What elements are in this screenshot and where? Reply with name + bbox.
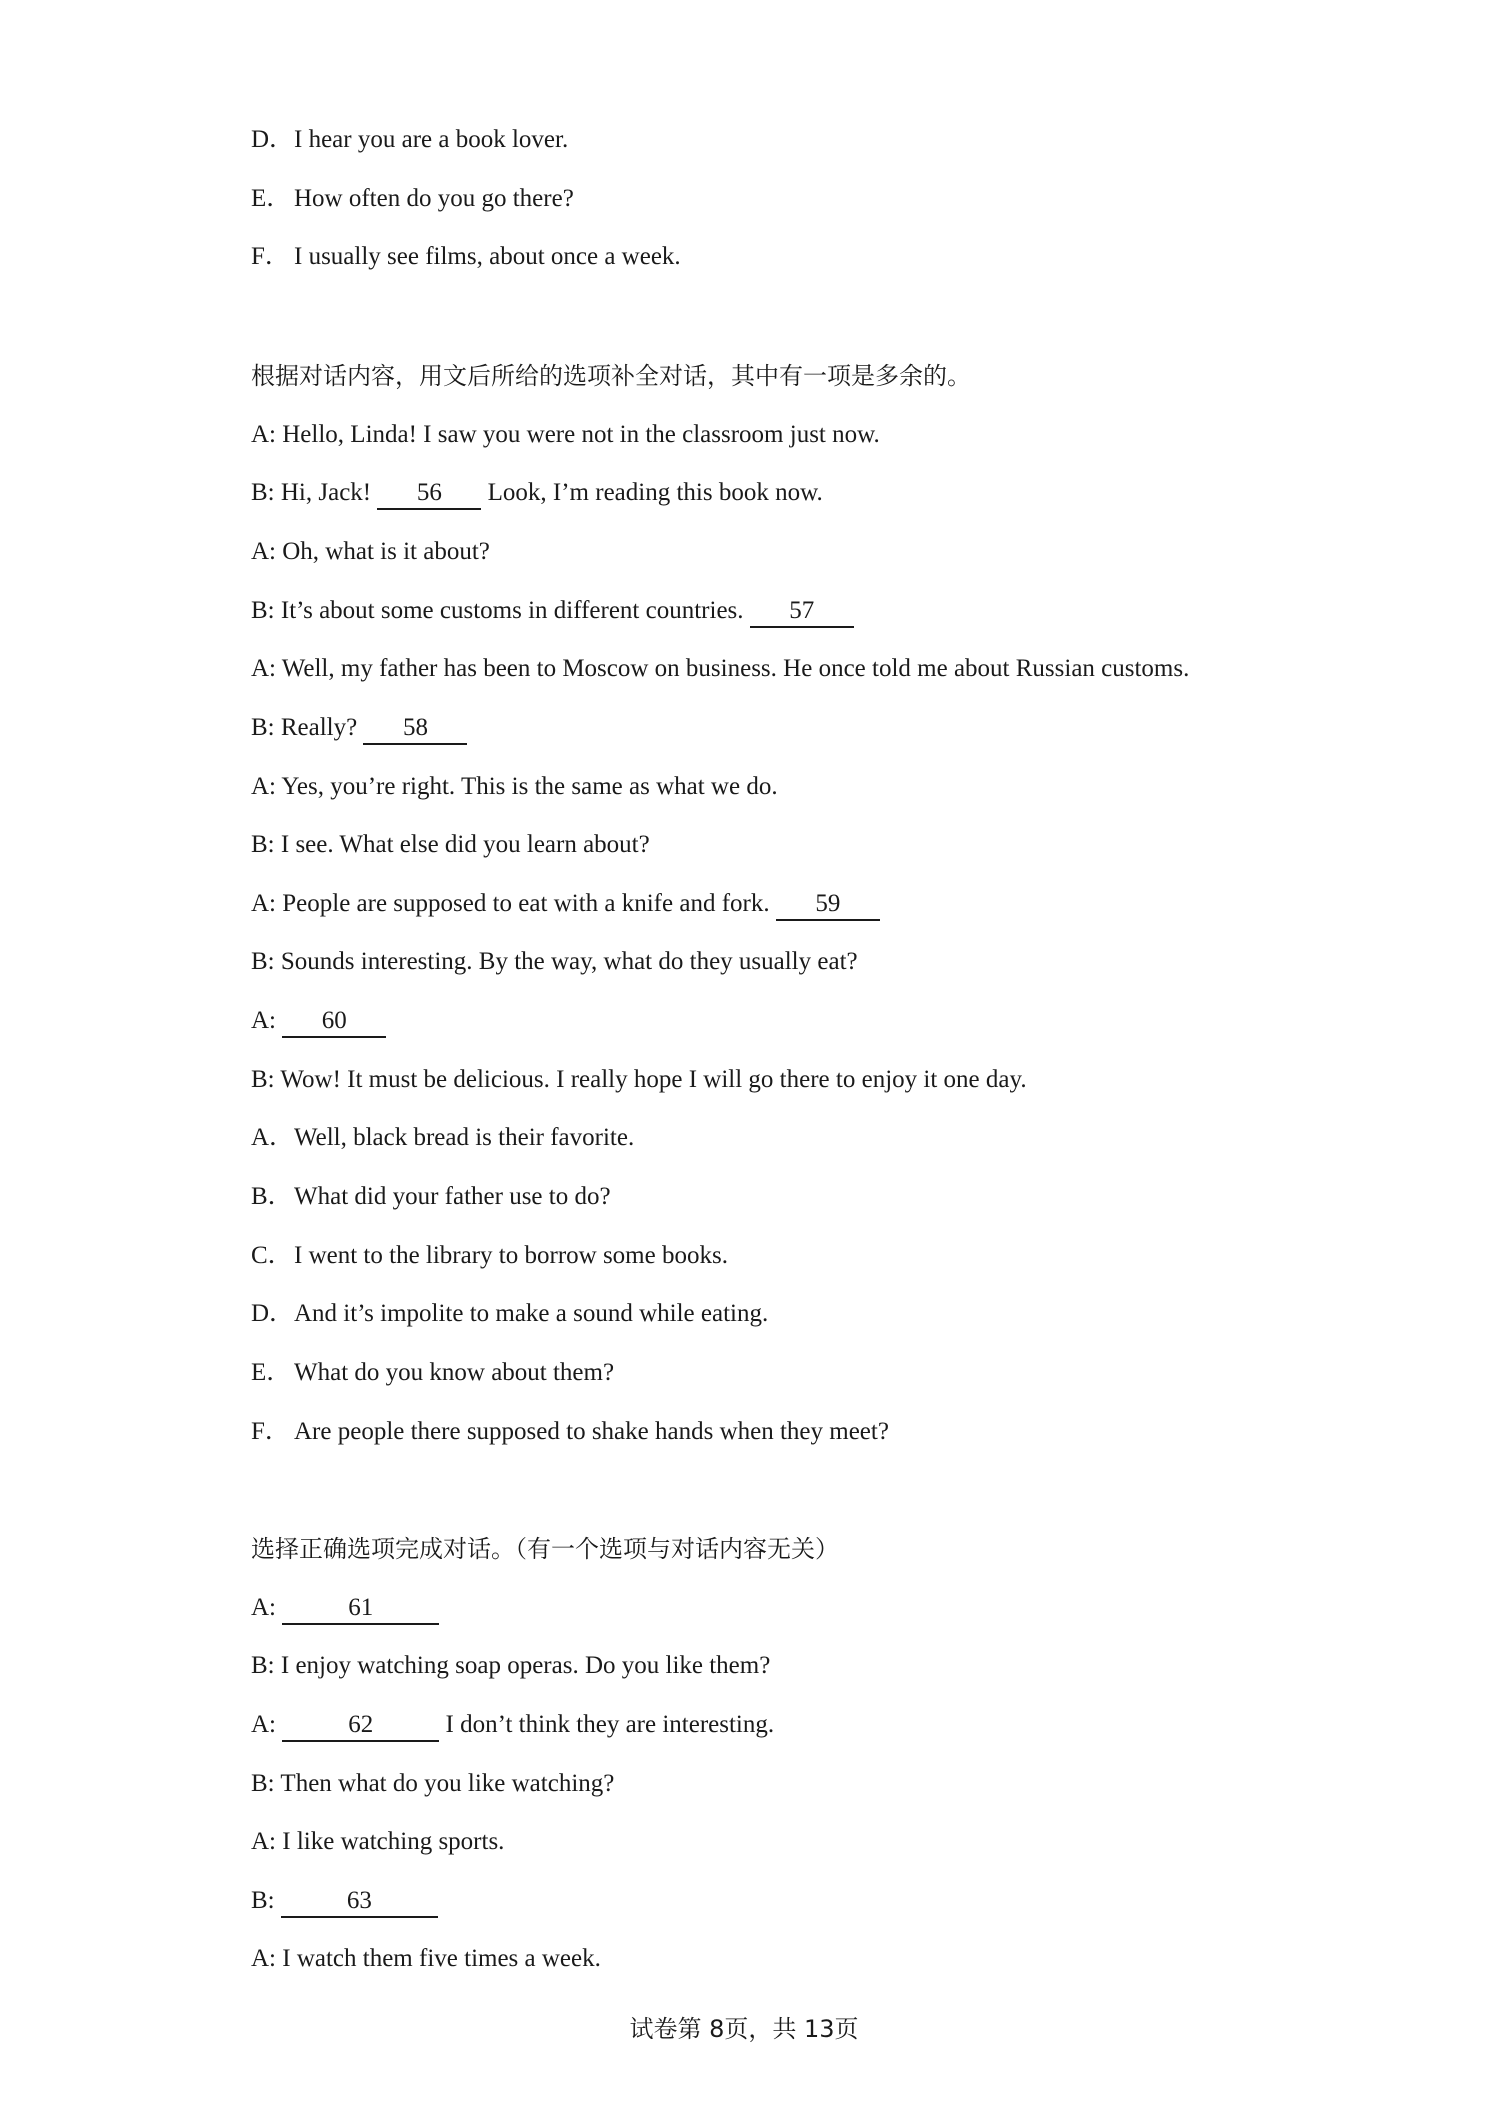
option-letter: E． [251, 1359, 292, 1386]
dialogue-line: A: I like watching sports. [251, 1828, 505, 1855]
option-text: And it’s impolite to make a sound while eating. [294, 1300, 769, 1327]
option-line [251, 1416, 889, 1448]
option-letter: E． [251, 185, 292, 212]
answer-blank[interactable]: 58 [363, 715, 467, 745]
option-line [251, 1122, 634, 1154]
answer-blank[interactable]: 62 [282, 1712, 439, 1742]
dialogue-line: B: Hi, Jack! 56 Look, I’m reading this book now. [251, 477, 823, 510]
dialogue-line: A: 60 [251, 1005, 386, 1038]
dialogue-line: B: It’s about some customs in different countries. 57 [251, 595, 854, 628]
option-line [251, 183, 574, 215]
option-line [251, 241, 681, 273]
option-text: What do you know about them? [294, 1359, 615, 1386]
option-text: I went to the library to borrow some books. [294, 1242, 728, 1269]
dialogue-line: A: I watch them five times a week. [251, 1945, 601, 1972]
option-text: Well, black bread is their favorite. [294, 1124, 635, 1151]
option-text: How often do you go there? [294, 185, 574, 212]
option-line [251, 1298, 768, 1330]
answer-blank[interactable]: 61 [282, 1595, 439, 1625]
dialogue-line: B: I enjoy watching soap operas. Do you like them? [251, 1652, 771, 1679]
option-text: I usually see films, about once a week. [294, 243, 681, 270]
dialogue-line: B: Wow! It must be delicious. I really hope I will go there to enjoy it one day. [251, 1066, 1027, 1093]
dialogue-line: A: 62 I don’t think they are interesting. [251, 1709, 774, 1742]
dialogue-line: A: People are supposed to eat with a knife and fork. 59 [251, 888, 880, 921]
option-letter: D． [251, 1300, 295, 1327]
option-text: I hear you are a book lover. [294, 126, 569, 153]
page-footer: 试卷第 8页，共 13页 [629, 2015, 859, 2043]
dialogue-line: A: Oh, what is it about? [251, 538, 490, 565]
option-line [251, 1240, 728, 1272]
answer-blank[interactable]: 60 [282, 1008, 386, 1038]
dialogue-line: A: Well, my father has been to Moscow on business. He once told me about Russian customs. [251, 655, 1190, 682]
answer-blank[interactable]: 57 [750, 598, 854, 628]
dialogue-line: A: Yes, you’re right. This is the same as what we do. [251, 773, 778, 800]
dialogue-line: A: Hello, Linda! I saw you were not in the classroom just now. [251, 421, 880, 448]
option-letter: B． [251, 1183, 293, 1210]
option-line [251, 124, 568, 156]
option-letter: A． [251, 1124, 295, 1151]
dialogue-line: B: Really? 58 [251, 712, 467, 745]
option-letter: F． [251, 243, 290, 270]
answer-blank[interactable]: 59 [776, 891, 880, 921]
dialogue-line: A: 61 [251, 1592, 439, 1625]
answer-blank[interactable]: 56 [377, 480, 481, 510]
dialogue-line: B: Then what do you like watching? [251, 1770, 615, 1797]
option-line [251, 1357, 614, 1389]
section-instruction: 选择正确选项完成对话。（有一个选项与对话内容无关） [251, 1535, 839, 1563]
option-letter: F． [251, 1418, 290, 1445]
dialogue-line: B: Sounds interesting. By the way, what do they usually eat? [251, 948, 858, 975]
dialogue-line: B: I see. What else did you learn about? [251, 831, 650, 858]
option-letter: D． [251, 126, 295, 153]
option-letter: C． [251, 1242, 293, 1269]
answer-blank[interactable]: 63 [281, 1888, 438, 1918]
option-text: Are people there supposed to shake hands when they meet? [294, 1418, 889, 1445]
dialogue-line: B: 63 [251, 1885, 438, 1918]
option-line [251, 1181, 611, 1213]
section-instruction: 根据对话内容，用文后所给的选项补全对话，其中有一项是多余的。 [251, 362, 971, 390]
option-text: What did your father use to do? [294, 1183, 611, 1210]
